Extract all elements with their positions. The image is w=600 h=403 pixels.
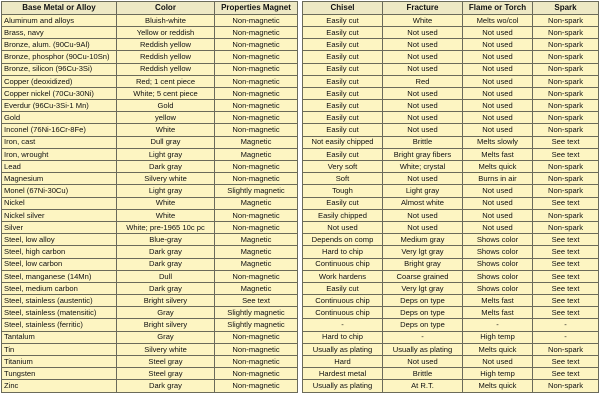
fracture-cell: Medium gray <box>383 234 463 246</box>
magnet-cell: Non-magnetic <box>215 173 298 185</box>
color-cell: White; pre-1965 10c pc <box>117 221 215 233</box>
properties-row <box>2 356 298 368</box>
metal-cell: Monel (67Ni-30Cu) <box>2 185 117 197</box>
header-base-metal: Base Metal or Alloy <box>2 2 117 15</box>
tests-row <box>303 319 599 331</box>
color-cell: Steel gray <box>117 368 215 380</box>
flame-cell: Not used <box>463 75 533 87</box>
metal-cell: Steel, stainless (matensitic) <box>2 307 117 319</box>
header-properties-magnet: Properties Magnet <box>215 2 298 15</box>
header-fracture: Fracture <box>383 2 463 15</box>
color-cell: Dark gray <box>117 282 215 294</box>
metal-cell: Bronze, phosphor (90Cu-10Sn) <box>2 51 117 63</box>
chisel-cell: Not used <box>303 221 383 233</box>
metal-cell: Steel, manganese (14Mn) <box>2 270 117 282</box>
fracture-cell: Not used <box>383 173 463 185</box>
color-cell: Gray <box>117 331 215 343</box>
chisel-cell: Hard <box>303 356 383 368</box>
fracture-cell: White <box>383 14 463 26</box>
tests-row <box>303 112 599 124</box>
spark-cell: See text <box>533 368 599 380</box>
flame-cell: Not used <box>463 112 533 124</box>
properties-row <box>2 148 298 160</box>
tests-row <box>303 246 599 258</box>
fracture-cell: Brittle <box>383 136 463 148</box>
chisel-cell: Easily cut <box>303 148 383 160</box>
tests-table <box>302 1 599 393</box>
color-cell: White <box>117 209 215 221</box>
chisel-cell: Soft <box>303 173 383 185</box>
tests-row <box>303 100 599 112</box>
fracture-cell: Not used <box>383 100 463 112</box>
color-cell: Reddish yellow <box>117 39 215 51</box>
fracture-cell: Not used <box>383 209 463 221</box>
properties-row <box>2 343 298 355</box>
magnet-cell: See text <box>215 295 298 307</box>
spark-cell: Non-spark <box>533 26 599 38</box>
metal-cell: Gold <box>2 112 117 124</box>
fracture-cell: Bright gray fibers <box>383 148 463 160</box>
metal-cell: Steel, low alloy <box>2 234 117 246</box>
header-color: Color <box>117 2 215 15</box>
properties-row <box>2 368 298 380</box>
magnet-cell: Magnetic <box>215 258 298 270</box>
tests-row <box>303 75 599 87</box>
metal-cell: Bronze, silicon (96Cu-3Si) <box>2 63 117 75</box>
magnet-cell: Non-magnetic <box>215 100 298 112</box>
color-cell: Yellow or reddish <box>117 26 215 38</box>
tests-row <box>303 124 599 136</box>
color-cell: White <box>117 124 215 136</box>
tests-row <box>303 307 599 319</box>
chisel-cell: Usually as plating <box>303 343 383 355</box>
fracture-cell: Not used <box>383 112 463 124</box>
color-cell: Dark gray <box>117 246 215 258</box>
tests-row <box>303 63 599 75</box>
chisel-cell: Easily cut <box>303 39 383 51</box>
header-flame-or-torch: Flame or Torch <box>463 2 533 15</box>
spark-cell: See text <box>533 234 599 246</box>
fracture-cell: Usually as plating <box>383 343 463 355</box>
magnet-cell: Non-magnetic <box>215 26 298 38</box>
color-cell: Dull gray <box>117 136 215 148</box>
spark-cell: Non-spark <box>533 209 599 221</box>
magnet-cell: Non-magnetic <box>215 39 298 51</box>
spark-cell: Non-spark <box>533 51 599 63</box>
chisel-cell: Very soft <box>303 161 383 173</box>
magnet-cell: Magnetic <box>215 148 298 160</box>
fracture-cell: Coarse grained <box>383 270 463 282</box>
fracture-cell: Deps on type <box>383 319 463 331</box>
properties-row <box>2 100 298 112</box>
magnet-cell: Slightly magnetic <box>215 319 298 331</box>
chisel-cell: Easily cut <box>303 63 383 75</box>
spark-cell: Non-spark <box>533 75 599 87</box>
spark-cell: Non-spark <box>533 87 599 99</box>
chisel-cell: Easily cut <box>303 14 383 26</box>
spark-cell: See text <box>533 270 599 282</box>
chisel-cell: - <box>303 319 383 331</box>
color-cell: White; 5 cent piece <box>117 87 215 99</box>
fracture-cell: Deps on type <box>383 307 463 319</box>
chisel-cell: Easily cut <box>303 75 383 87</box>
magnet-cell: Non-magnetic <box>215 112 298 124</box>
flame-cell: Melts slowly <box>463 136 533 148</box>
spark-cell: See text <box>533 136 599 148</box>
flame-cell: Shows color <box>463 258 533 270</box>
color-cell: Light gray <box>117 185 215 197</box>
magnet-cell: Non-magnetic <box>215 14 298 26</box>
metal-cell: Iron, cast <box>2 136 117 148</box>
chisel-cell: Usually as plating <box>303 380 383 392</box>
magnet-cell: Magnetic <box>215 234 298 246</box>
magnet-cell: Non-magnetic <box>215 63 298 75</box>
chisel-cell: Hardest metal <box>303 368 383 380</box>
flame-cell: Melts fast <box>463 148 533 160</box>
fracture-cell: - <box>383 331 463 343</box>
fracture-cell: At R.T. <box>383 380 463 392</box>
properties-row <box>2 380 298 392</box>
magnet-cell: Slightly magnetic <box>215 307 298 319</box>
fracture-cell: Almost white <box>383 197 463 209</box>
flame-cell: Shows color <box>463 282 533 294</box>
chisel-cell: Easily cut <box>303 87 383 99</box>
chisel-cell: Continuous chip <box>303 258 383 270</box>
properties-row <box>2 87 298 99</box>
metal-cell: Tin <box>2 343 117 355</box>
tests-row <box>303 356 599 368</box>
metal-cell: Iron, wrought <box>2 148 117 160</box>
metal-cell: Zinc <box>2 380 117 392</box>
magnet-cell: Non-magnetic <box>215 331 298 343</box>
magnet-cell: Non-magnetic <box>215 209 298 221</box>
flame-cell: - <box>463 319 533 331</box>
properties-row <box>2 234 298 246</box>
tests-row <box>303 136 599 148</box>
spark-cell: Non-spark <box>533 343 599 355</box>
tests-row <box>303 209 599 221</box>
chisel-cell: Hard to chip <box>303 331 383 343</box>
color-cell: Dark gray <box>117 380 215 392</box>
properties-row <box>2 14 298 26</box>
fracture-cell: Not used <box>383 39 463 51</box>
metal-cell: Brass, navy <box>2 26 117 38</box>
flame-cell: Not used <box>463 63 533 75</box>
color-cell: Silvery white <box>117 343 215 355</box>
fracture-cell: Not used <box>383 221 463 233</box>
flame-cell: Shows color <box>463 234 533 246</box>
chisel-cell: Continuous chip <box>303 307 383 319</box>
properties-table <box>1 1 298 393</box>
chisel-cell: Easily cut <box>303 197 383 209</box>
metal-cell: Lead <box>2 161 117 173</box>
properties-row <box>2 295 298 307</box>
color-cell: White <box>117 197 215 209</box>
properties-row <box>2 221 298 233</box>
fracture-cell: Deps on type <box>383 295 463 307</box>
spark-cell: - <box>533 319 599 331</box>
header-chisel: Chisel <box>303 2 383 15</box>
properties-row <box>2 197 298 209</box>
magnet-cell: Non-magnetic <box>215 75 298 87</box>
color-cell: Light gray <box>117 148 215 160</box>
metal-cell: Tantalum <box>2 331 117 343</box>
properties-row <box>2 331 298 343</box>
tests-row <box>303 14 599 26</box>
flame-cell: Not used <box>463 26 533 38</box>
properties-row <box>2 161 298 173</box>
tests-row <box>303 343 599 355</box>
properties-row <box>2 258 298 270</box>
header-spark: Spark <box>533 2 599 15</box>
flame-cell: Shows color <box>463 270 533 282</box>
magnet-cell: Magnetic <box>215 246 298 258</box>
metal-cell: Steel, high carbon <box>2 246 117 258</box>
tests-header-row <box>303 2 599 15</box>
tests-row <box>303 197 599 209</box>
metal-cell: Inconel (76Ni-16Cr-8Fe) <box>2 124 117 136</box>
properties-row <box>2 124 298 136</box>
magnet-cell: Non-magnetic <box>215 221 298 233</box>
chisel-cell: Easily chipped <box>303 209 383 221</box>
properties-row <box>2 209 298 221</box>
properties-row <box>2 136 298 148</box>
tests-row <box>303 173 599 185</box>
color-cell: Dark gray <box>117 258 215 270</box>
magnet-cell: Non-magnetic <box>215 51 298 63</box>
flame-cell: Melts quick <box>463 161 533 173</box>
flame-cell: High temp <box>463 368 533 380</box>
metal-cell: Aluminum and alloys <box>2 14 117 26</box>
metal-cell: Everdur (96Cu-3Si-1 Mn) <box>2 100 117 112</box>
metal-cell: Steel, low carbon <box>2 258 117 270</box>
spark-cell: Non-spark <box>533 173 599 185</box>
tests-row <box>303 234 599 246</box>
properties-row <box>2 173 298 185</box>
fracture-cell: Light gray <box>383 185 463 197</box>
tests-row <box>303 282 599 294</box>
color-cell: Gold <box>117 100 215 112</box>
fracture-cell: Not used <box>383 26 463 38</box>
spark-cell: Non-spark <box>533 380 599 392</box>
color-cell: Red; 1 cent piece <box>117 75 215 87</box>
color-cell: Blue-gray <box>117 234 215 246</box>
spark-cell: Non-spark <box>533 185 599 197</box>
tests-row <box>303 295 599 307</box>
fracture-cell: Brittle <box>383 368 463 380</box>
properties-row <box>2 246 298 258</box>
metal-cell: Nickel silver <box>2 209 117 221</box>
properties-row <box>2 39 298 51</box>
flame-cell: Burns in air <box>463 173 533 185</box>
flame-cell: Melts fast <box>463 307 533 319</box>
color-cell: Reddish yellow <box>117 51 215 63</box>
tests-row <box>303 380 599 392</box>
tests-row <box>303 368 599 380</box>
tests-row <box>303 26 599 38</box>
spark-cell: See text <box>533 356 599 368</box>
spark-cell: See text <box>533 258 599 270</box>
spark-cell: Non-spark <box>533 100 599 112</box>
color-cell: Bluish-white <box>117 14 215 26</box>
tests-table-body <box>303 14 599 392</box>
spark-cell: - <box>533 331 599 343</box>
flame-cell: Melts wo/col <box>463 14 533 26</box>
flame-cell: Not used <box>463 39 533 51</box>
fracture-cell: Not used <box>383 51 463 63</box>
properties-row <box>2 185 298 197</box>
magnet-cell: Slightly magnetic <box>215 185 298 197</box>
color-cell: Dark gray <box>117 161 215 173</box>
fracture-cell: Very lgt gray <box>383 282 463 294</box>
properties-row <box>2 51 298 63</box>
spark-cell: Non-spark <box>533 112 599 124</box>
chisel-cell: Easily cut <box>303 26 383 38</box>
flame-cell: Not used <box>463 100 533 112</box>
properties-row <box>2 307 298 319</box>
flame-cell: High temp <box>463 331 533 343</box>
spark-cell: Non-spark <box>533 63 599 75</box>
chisel-cell: Easily cut <box>303 124 383 136</box>
flame-cell: Shows color <box>463 246 533 258</box>
chisel-cell: Easily cut <box>303 282 383 294</box>
flame-cell: Not used <box>463 221 533 233</box>
flame-cell: Not used <box>463 87 533 99</box>
spark-cell: Non-spark <box>533 124 599 136</box>
tests-row <box>303 87 599 99</box>
fracture-cell: Very lgt gray <box>383 246 463 258</box>
color-cell: Bright silvery <box>117 295 215 307</box>
metal-cell: Magnesium <box>2 173 117 185</box>
flame-cell: Melts quick <box>463 343 533 355</box>
metal-cell: Steel, stainless (austentic) <box>2 295 117 307</box>
magnet-cell: Non-magnetic <box>215 270 298 282</box>
metal-cell: Steel, medium carbon <box>2 282 117 294</box>
metal-cell: Titanium <box>2 356 117 368</box>
magnet-cell: Magnetic <box>215 136 298 148</box>
tests-row <box>303 258 599 270</box>
magnet-cell: Non-magnetic <box>215 87 298 99</box>
color-cell: Steel gray <box>117 356 215 368</box>
properties-row <box>2 112 298 124</box>
chisel-cell: Hard to chip <box>303 246 383 258</box>
magnet-cell: Non-magnetic <box>215 161 298 173</box>
spark-cell: Non-spark <box>533 221 599 233</box>
spark-cell: See text <box>533 307 599 319</box>
spark-cell: Non-spark <box>533 161 599 173</box>
fracture-cell: Not used <box>383 124 463 136</box>
magnet-cell: Non-magnetic <box>215 124 298 136</box>
tests-row <box>303 270 599 282</box>
properties-table-body <box>2 14 298 392</box>
properties-row <box>2 63 298 75</box>
properties-row <box>2 75 298 87</box>
color-cell: Gray <box>117 307 215 319</box>
spark-cell: See text <box>533 282 599 294</box>
spark-cell: See text <box>533 246 599 258</box>
properties-row <box>2 270 298 282</box>
tests-row <box>303 148 599 160</box>
fracture-cell: Bright gray <box>383 258 463 270</box>
spark-cell: See text <box>533 148 599 160</box>
tests-row <box>303 221 599 233</box>
color-cell: Bright silvery <box>117 319 215 331</box>
magnet-cell: Non-magnetic <box>215 356 298 368</box>
flame-cell: Melts fast <box>463 295 533 307</box>
magnet-cell: Non-magnetic <box>215 380 298 392</box>
tests-row <box>303 51 599 63</box>
chisel-cell: Continuous chip <box>303 295 383 307</box>
metal-cell: Copper (deoxidized) <box>2 75 117 87</box>
magnet-cell: Magnetic <box>215 197 298 209</box>
properties-header-row <box>2 2 298 15</box>
flame-cell: Not used <box>463 124 533 136</box>
fracture-cell: Not used <box>383 87 463 99</box>
chisel-cell: Work hardens <box>303 270 383 282</box>
metal-cell: Silver <box>2 221 117 233</box>
flame-cell: Not used <box>463 51 533 63</box>
color-cell: Reddish yellow <box>117 63 215 75</box>
flame-cell: Not used <box>463 197 533 209</box>
spark-cell: Non-spark <box>533 39 599 51</box>
flame-cell: Not used <box>463 185 533 197</box>
metal-cell: Nickel <box>2 197 117 209</box>
fracture-cell: Not used <box>383 356 463 368</box>
spark-cell: See text <box>533 295 599 307</box>
chisel-cell: Easily cut <box>303 112 383 124</box>
properties-row <box>2 26 298 38</box>
color-cell: yellow <box>117 112 215 124</box>
flame-cell: Not used <box>463 356 533 368</box>
properties-row <box>2 282 298 294</box>
flame-cell: Not used <box>463 209 533 221</box>
tests-row <box>303 185 599 197</box>
fracture-cell: White; crystal <box>383 161 463 173</box>
properties-row <box>2 319 298 331</box>
flame-cell: Melts quick <box>463 380 533 392</box>
chisel-cell: Easily cut <box>303 51 383 63</box>
fracture-cell: Red <box>383 75 463 87</box>
tests-row <box>303 161 599 173</box>
spark-cell: Non-spark <box>533 14 599 26</box>
magnet-cell: Magnetic <box>215 282 298 294</box>
metal-cell: Tungsten <box>2 368 117 380</box>
metal-cell: Steel, stainless (ferritic) <box>2 319 117 331</box>
fracture-cell: Not used <box>383 63 463 75</box>
tests-row <box>303 331 599 343</box>
magnet-cell: Non-magnetic <box>215 343 298 355</box>
spark-cell: See text <box>533 197 599 209</box>
tests-row <box>303 39 599 51</box>
metal-cell: Copper nickel (70Cu-30Ni) <box>2 87 117 99</box>
chisel-cell: Tough <box>303 185 383 197</box>
magnet-cell: Non-magnetic <box>215 368 298 380</box>
metal-cell: Bronze, alum. (90Cu-9Al) <box>2 39 117 51</box>
chisel-cell: Depends on comp <box>303 234 383 246</box>
color-cell: Dull <box>117 270 215 282</box>
color-cell: Silvery white <box>117 173 215 185</box>
chisel-cell: Not easily chipped <box>303 136 383 148</box>
chisel-cell: Easily cut <box>303 100 383 112</box>
